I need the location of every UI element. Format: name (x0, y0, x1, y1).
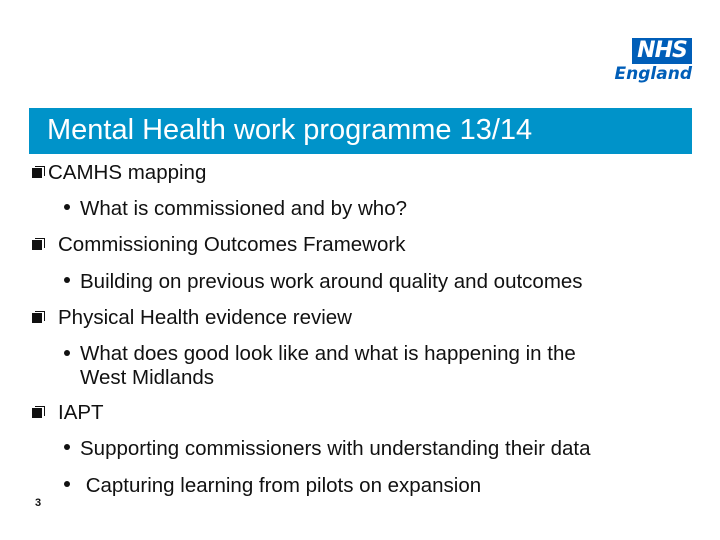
slide-title: Mental Health work programme 13/14 (47, 114, 533, 146)
bullet-icon (64, 350, 70, 356)
nhs-logo-region: England (614, 64, 692, 84)
bullet-icon (64, 277, 70, 283)
checkbox-bullet-icon (32, 311, 45, 324)
page-number: 3 (35, 497, 42, 509)
list-item: IAPT (58, 401, 104, 424)
bullet-icon (64, 481, 70, 487)
checkbox-bullet-icon (32, 238, 45, 251)
bullet-icon (64, 444, 70, 450)
list-item: West Midlands (80, 366, 215, 389)
list-item: What is commissioned and by who? (80, 197, 408, 220)
list-item: What does good look like and what is happening in the (80, 342, 576, 365)
list-item: Supporting commissioners with understanding their data (80, 437, 591, 460)
bullet-icon (64, 204, 70, 210)
list-item: CAMHS mapping (48, 161, 207, 184)
nhs-logo-wordmark: NHS (632, 38, 692, 64)
list-item: Commissioning Outcomes Framework (58, 233, 406, 256)
checkbox-bullet-icon (32, 406, 45, 419)
list-item: Physical Health evidence review (58, 306, 352, 329)
checkbox-bullet-icon (32, 166, 45, 179)
list-item: Building on previous work around quality and outcomes (80, 270, 583, 293)
list-item: Capturing learning from pilots on expansion (80, 474, 482, 497)
